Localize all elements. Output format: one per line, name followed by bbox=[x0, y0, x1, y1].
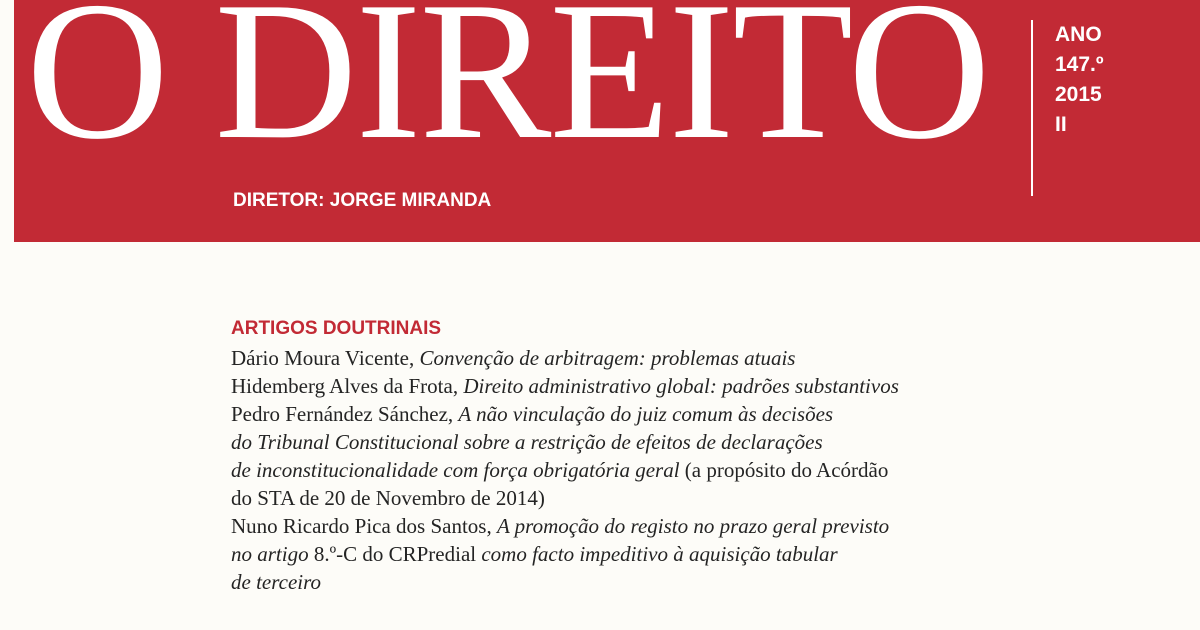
article-title: de inconstitucionalidade com força obrigatória geral bbox=[231, 458, 680, 482]
article-line bbox=[231, 372, 1161, 400]
article-author: Hidemberg Alves da Frota, bbox=[231, 374, 464, 398]
issue-year-label: ANO bbox=[1055, 23, 1102, 46]
article-line bbox=[231, 344, 1161, 372]
article-note: do STA de 20 de Novembro de 2014) bbox=[231, 486, 545, 510]
issue-number: 147.º bbox=[1055, 53, 1104, 76]
article-title: Convenção de arbitragem: problemas atuais bbox=[419, 346, 796, 370]
article-note: (a propósito do Acórdão bbox=[679, 458, 889, 482]
article-line bbox=[231, 484, 1161, 512]
article-author: Pedro Fernández Sánchez, bbox=[231, 402, 459, 426]
article-note: 8.º-C do CRPredial bbox=[308, 542, 482, 566]
article-title: no artigo bbox=[231, 542, 309, 566]
section-heading: ARTIGOS DOUTRINAIS bbox=[231, 318, 442, 339]
article-author: Dário Moura Vicente, bbox=[231, 346, 420, 370]
article-title: Direito administrativo global: padrões substantivos bbox=[463, 374, 899, 398]
article-entry-1 bbox=[231, 344, 1161, 372]
article-line bbox=[231, 456, 1161, 484]
article-line bbox=[231, 428, 1161, 456]
article-entry-3 bbox=[231, 400, 1161, 512]
masthead-divider bbox=[1031, 20, 1033, 196]
article-author: Nuno Ricardo Pica dos Santos, bbox=[231, 514, 497, 538]
article-title: do Tribunal Constitucional sobre a restrição de efeitos de declarações bbox=[231, 430, 823, 454]
article-line bbox=[231, 540, 1161, 568]
article-entry-4 bbox=[231, 512, 1161, 596]
article-title: de terceiro bbox=[231, 570, 321, 594]
article-title: A promoção do registo no prazo geral previsto bbox=[496, 514, 890, 538]
issue-volume: II bbox=[1055, 113, 1067, 136]
masthead bbox=[14, 0, 1200, 242]
issue-info bbox=[1055, 20, 1104, 140]
article-title: como facto impeditivo à aquisição tabular bbox=[481, 542, 838, 566]
article-line bbox=[231, 568, 1161, 596]
journal-title: O DIREITO bbox=[26, 0, 989, 180]
article-line bbox=[231, 512, 1161, 540]
table-of-contents bbox=[231, 314, 1161, 596]
issue-year: 2015 bbox=[1055, 83, 1102, 106]
director-credit: DIRETOR: JORGE MIRANDA bbox=[233, 190, 492, 211]
article-entry-2 bbox=[231, 372, 1161, 400]
article-line bbox=[231, 400, 1161, 428]
article-title: A não vinculação do juiz comum às decisões bbox=[458, 402, 834, 426]
